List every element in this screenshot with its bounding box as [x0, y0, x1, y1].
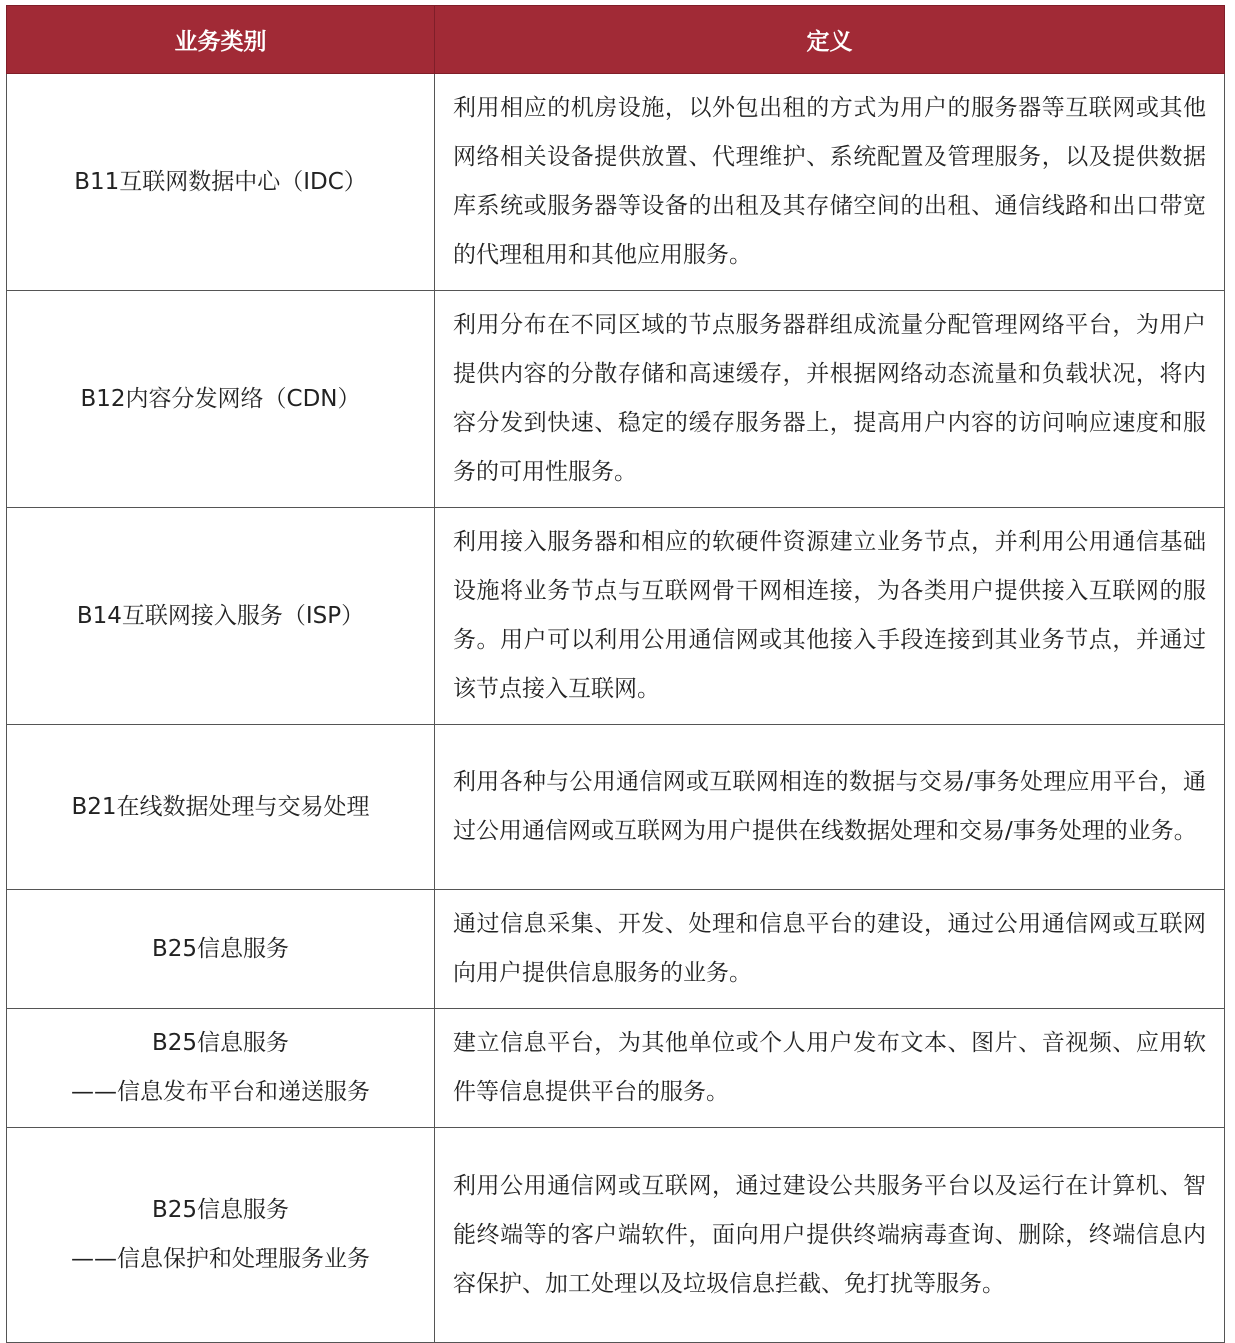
table-row	[7, 508, 1225, 725]
table-row	[7, 890, 1225, 1009]
category-label: B11互联网数据中心（IDC）	[74, 168, 367, 195]
business-table-wrapper	[6, 5, 1224, 1343]
definition-cell: 利用公用通信网或互联网，通过建设公共服务平台以及运行在计算机、智能终端等的客户端软件，面向用户提供终端病毒查询、删除，终端信息内容保护、加工处理以及垃圾信息拦截、免打扰等服务。	[435, 1128, 1225, 1343]
definition-cell: 通过信息采集、开发、处理和信息平台的建设，通过公用通信网或互联网向用户提供信息服务的业务。	[435, 890, 1225, 1009]
category-cell	[7, 1009, 435, 1128]
category-cell	[7, 725, 435, 890]
table-row	[7, 725, 1225, 890]
category-label: B12内容分发网络（CDN）	[80, 385, 361, 412]
header-definition: 定义	[435, 6, 1225, 74]
business-category-table	[6, 5, 1225, 1343]
header-category: 业务类别	[7, 6, 435, 74]
table-row	[7, 74, 1225, 291]
category-label: B14互联网接入服务（ISP）	[76, 602, 365, 629]
table-row	[7, 291, 1225, 508]
category-sublabel: ——信息发布平台和递送服务	[71, 1079, 370, 1105]
category-label: B21在线数据处理与交易处理	[71, 793, 370, 820]
definition-cell: 利用各种与公用通信网或互联网相连的数据与交易/事务处理应用平台，通过公用通信网或互联网为用户提供在线数据处理和交易/事务处理的业务。	[435, 725, 1225, 890]
table-row	[7, 1128, 1225, 1343]
category-cell	[7, 291, 435, 508]
definition-cell: 利用分布在不同区域的节点服务器群组成流量分配管理网络平台，为用户提供内容的分散存储和高速缓存，并根据网络动态流量和负载状况，将内容分发到快速、稳定的缓存服务器上，提高用户内容的访问响应速度和服务的可用性服务。	[435, 291, 1225, 508]
category-cell	[7, 74, 435, 291]
category-label: B25信息服务	[151, 935, 290, 962]
definition-cell: 利用相应的机房设施，以外包出租的方式为用户的服务器等互联网或其他网络相关设备提供放置、代理维护、系统配置及管理服务，以及提供数据库系统或服务器等设备的出租及其存储空间的出租、通信线路和出口带宽的代理租用和其他应用服务。	[435, 74, 1225, 291]
definition-cell: 利用接入服务器和相应的软硬件资源建立业务节点，并利用公用通信基础设施将业务节点与互联网骨干网相连接，为各类用户提供接入互联网的服务。用户可以利用公用通信网或其他接入手段连接到其业务节点，并通过该节点接入互联网。	[435, 508, 1225, 725]
table-header-row	[7, 6, 1225, 74]
category-label: B25信息服务	[151, 1197, 290, 1223]
category-sublabel: ——信息保护和处理服务业务	[71, 1246, 370, 1272]
category-label: B25信息服务	[151, 1030, 290, 1056]
category-cell	[7, 508, 435, 725]
category-cell	[7, 1128, 435, 1343]
category-cell	[7, 890, 435, 1009]
definition-cell: 建立信息平台，为其他单位或个人用户发布文本、图片、音视频、应用软件等信息提供平台的服务。	[435, 1009, 1225, 1128]
table-row	[7, 1009, 1225, 1128]
